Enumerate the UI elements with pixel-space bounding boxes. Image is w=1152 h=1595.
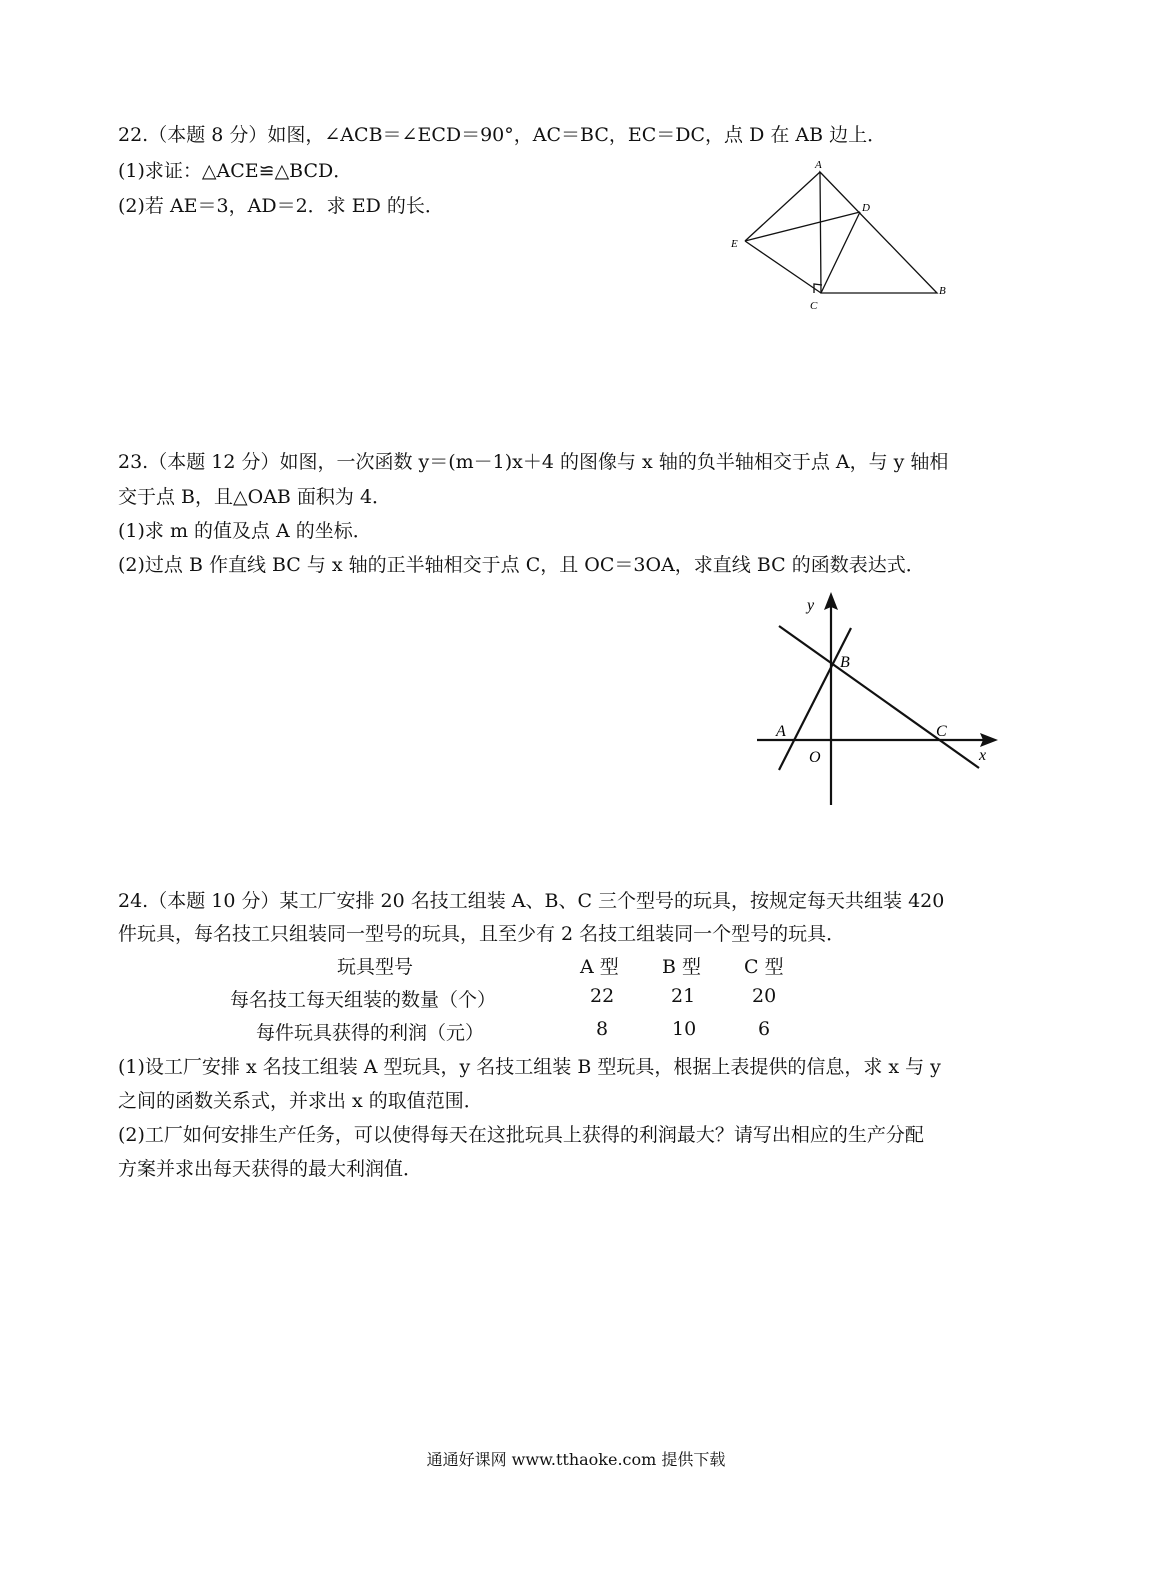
q22-figure	[720, 150, 960, 320]
table-row-2-c: 6	[758, 1018, 771, 1040]
q24-part-1-line-1: (1)设工厂安排 x 名技工组装 A 型玩具，y 名技工组装 B 型玩具，根据上表提供的信息，求 x 与 y	[118, 1056, 941, 1078]
q23-label-o: O	[809, 749, 821, 766]
q24-line-2: 件玩具，每名技工只组装同一型号的玩具，且至少有 2 名技工组装同一个型号的玩具．	[118, 923, 846, 945]
q22-label-d: D	[862, 202, 870, 214]
table-row-2-a: 8	[596, 1018, 609, 1040]
q24-part-1-line-2: 之间的函数关系式，并求出 x 的取值范围．	[118, 1090, 483, 1112]
table-row-2-b: 10	[672, 1018, 697, 1040]
q22-label-a: A	[815, 159, 822, 171]
table-header-b: B 型	[662, 956, 702, 978]
table-row-1-label: 每名技工每天组装的数量（个）	[230, 989, 497, 1011]
q22-label-b: B	[939, 285, 946, 297]
q23-part-2: (2)过点 B 作直线 BC 与 x 轴的正半轴相交于点 C，且 OC＝3OA，求直线 BC 的函数表达式．	[118, 554, 925, 576]
q22-line-1: 22.（本题 8 分）如图，∠ACB＝∠ECD＝90°，AC＝BC，EC＝DC，点 D 在 AB 边上．	[118, 124, 887, 146]
q23-label-y: y	[807, 597, 815, 614]
q22-part-2: (2)若 AE＝3，AD＝2．求 ED 的长．	[118, 195, 444, 217]
q22-label-c: C	[810, 300, 818, 312]
q24-part-2-line-2: 方案并求出每天获得的最大利润值．	[118, 1158, 423, 1180]
q23-label-b: B	[840, 654, 850, 671]
q23-line-1: 23.（本题 12 分）如图，一次函数 y＝(m－1)x＋4 的图像与 x 轴的负半轴相交于点 A，与 y 轴相	[118, 451, 949, 473]
q23-label-c: C	[936, 723, 947, 740]
table-row-2-label: 每件玩具获得的利润（元）	[256, 1022, 485, 1044]
table-header-a: A 型	[580, 956, 619, 978]
q24-line-1: 24.（本题 10 分）某工厂安排 20 名技工组装 A、B、C 三个型号的玩具，按规定每天共组装 420	[118, 890, 945, 912]
q22-part-1: (1)求证：△ACE≌△BCD．	[118, 160, 353, 182]
table-header-c: C 型	[744, 956, 784, 978]
q23-figure	[750, 585, 1010, 815]
q23-part-1: (1)求 m 的值及点 A 的坐标．	[118, 520, 372, 542]
q23-label-a: A	[776, 723, 786, 740]
table-header-type: 玩具型号	[337, 956, 414, 978]
page-footer: 通通好课网 www.tthaoke.com 提供下载	[426, 1450, 726, 1469]
table-row-1-a: 22	[590, 985, 615, 1007]
table-row-1-c: 20	[752, 985, 777, 1007]
table-row-1-b: 21	[671, 985, 696, 1007]
q23-label-x: x	[979, 747, 987, 764]
q24-part-2-line-1: (2)工厂如何安排生产任务，可以使得每天在这批玩具上获得的利润最大？请写出相应的生产分配	[118, 1124, 924, 1146]
q23-line-2: 交于点 B，且△OAB 面积为 4．	[118, 486, 392, 508]
q22-label-e: E	[731, 238, 738, 250]
